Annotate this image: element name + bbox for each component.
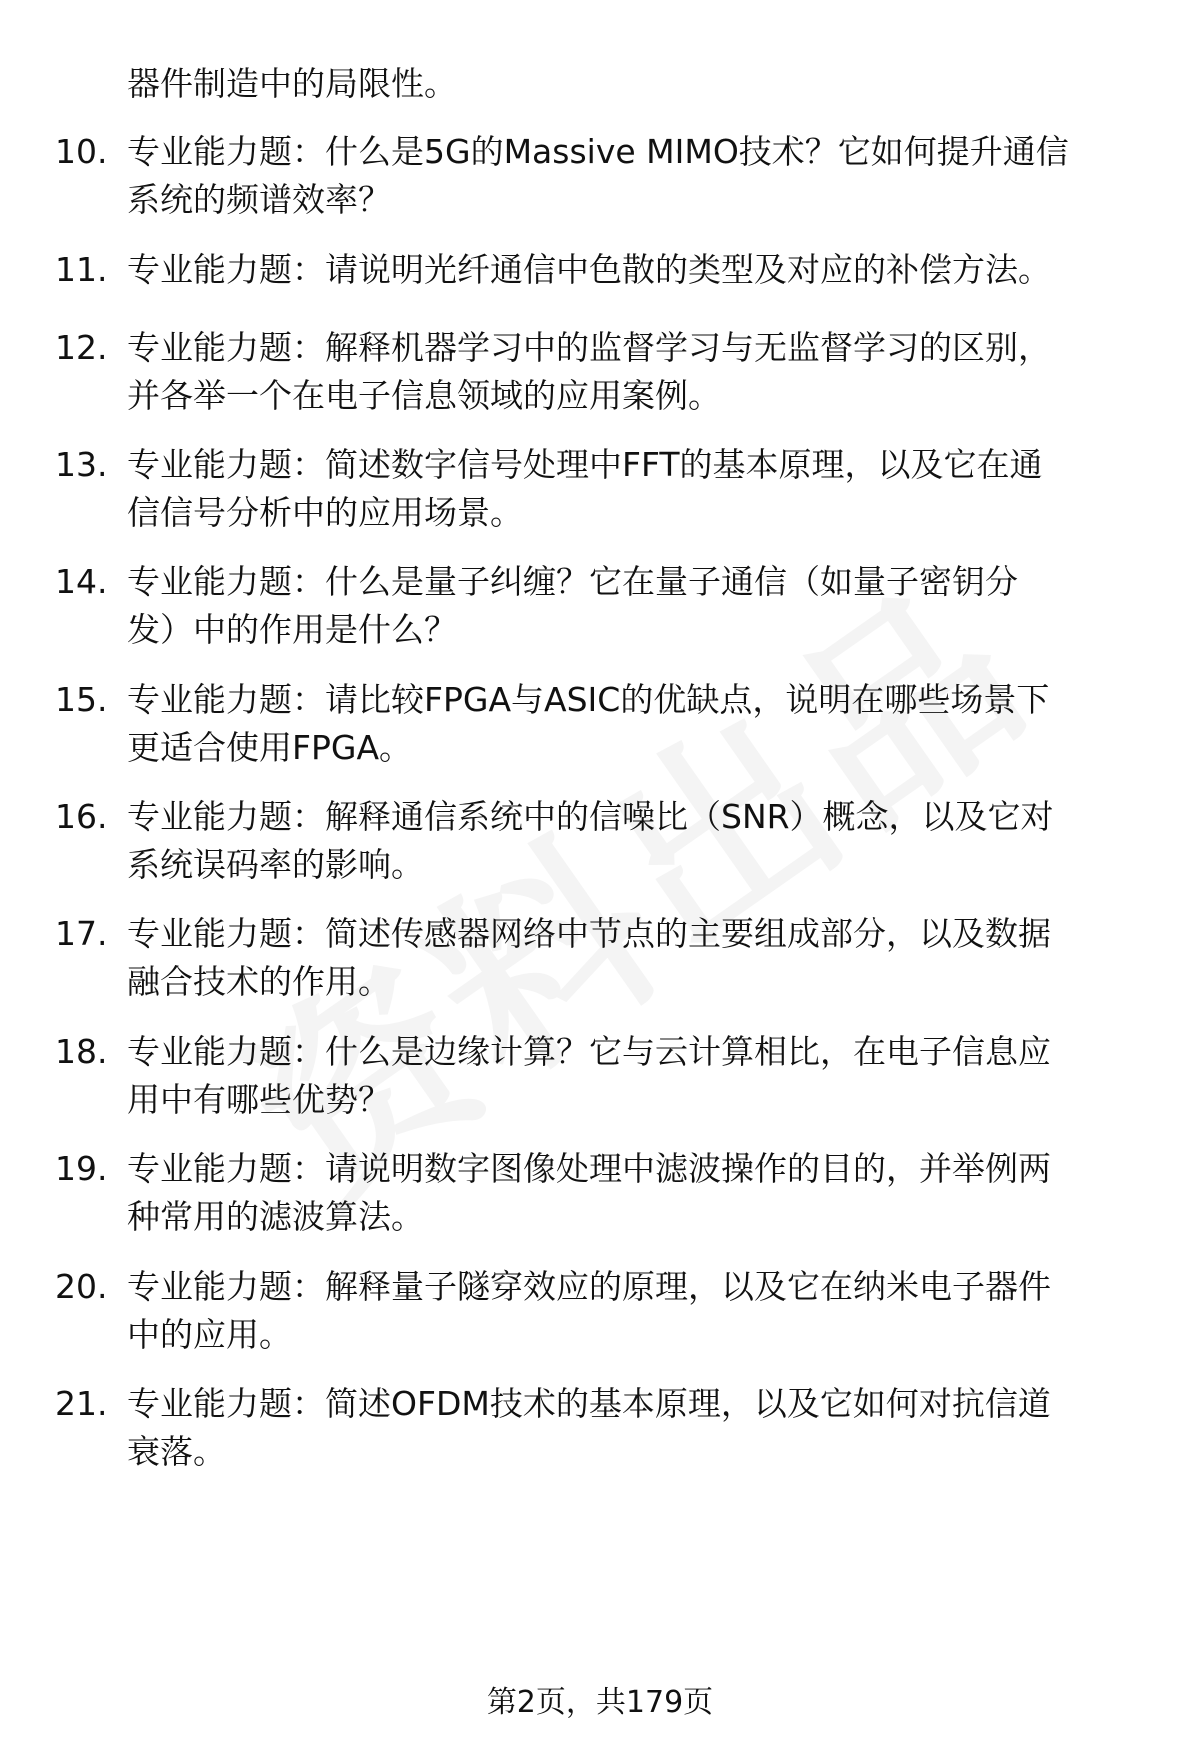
question-text: [127, 1263, 1167, 1359]
question-item: [0, 676, 1200, 786]
question-text: [127, 910, 1167, 1006]
question-line: 中的应用。: [127, 1315, 292, 1354]
question-line: 专业能力题：解释量子隧穿效应的原理，以及它在纳米电子器件: [127, 1267, 1051, 1306]
question-number: 19.: [55, 1149, 108, 1188]
continuation-text: 器件制造中的局限性。: [127, 64, 457, 103]
question-line: 并各举一个在电子信息领域的应用案例。: [127, 376, 721, 415]
question-number: 21.: [55, 1384, 108, 1423]
question-number: 17.: [55, 914, 108, 953]
question-item: [0, 1380, 1200, 1490]
question-text: [127, 441, 1167, 537]
question-item: [0, 910, 1200, 1020]
question-number: 12.: [55, 328, 108, 367]
question-item: [0, 1028, 1200, 1138]
question-item: [0, 324, 1200, 434]
question-line: 系统的频谱效率？: [127, 180, 391, 219]
question-line: 专业能力题：请比较FPGA与ASIC的优缺点，说明在哪些场景下: [127, 680, 1050, 719]
question-text: [127, 128, 1167, 224]
question-line: 专业能力题：请说明光纤通信中色散的类型及对应的补偿方法。: [127, 250, 1051, 289]
question-number: 13.: [55, 445, 108, 484]
question-text: [127, 246, 1167, 294]
question-line: 专业能力题：请说明数字图像处理中滤波操作的目的，并举例两: [127, 1149, 1051, 1188]
question-item: [0, 558, 1200, 668]
question-line: 专业能力题：什么是边缘计算？它与云计算相比，在电子信息应: [127, 1032, 1051, 1071]
question-line: 专业能力题：解释机器学习中的监督学习与无监督学习的区别，: [127, 328, 1051, 367]
page-footer: 第2页，共179页: [486, 1685, 714, 1720]
question-line: 系统误码率的影响。: [127, 845, 424, 884]
question-item: [0, 128, 1200, 238]
question-line: 发）中的作用是什么？: [127, 610, 457, 649]
question-item: [0, 1263, 1200, 1373]
question-line: 专业能力题：什么是量子纠缠？它在量子通信（如量子密钥分: [127, 562, 1018, 601]
question-number: 15.: [55, 680, 108, 719]
question-item: [0, 1145, 1200, 1255]
question-line: 融合技术的作用。: [127, 962, 391, 1001]
question-text: [127, 676, 1167, 772]
question-number: 10.: [55, 132, 108, 171]
question-line: 衰落。: [127, 1432, 226, 1471]
question-line: 专业能力题：简述传感器网络中节点的主要组成部分，以及数据: [127, 914, 1051, 953]
question-number: 18.: [55, 1032, 108, 1071]
question-text: [127, 793, 1167, 889]
question-text: [127, 1380, 1167, 1476]
question-item: [0, 793, 1200, 903]
question-number: 14.: [55, 562, 108, 601]
question-line: 专业能力题：什么是5G的Massive MIMO技术？它如何提升通信: [127, 132, 1069, 171]
question-text: [127, 324, 1167, 420]
question-line: 专业能力题：简述OFDM技术的基本原理，以及它如何对抗信道: [127, 1384, 1051, 1423]
question-text: [127, 558, 1167, 654]
question-line: 种常用的滤波算法。: [127, 1197, 424, 1236]
question-line: 更适合使用FPGA。: [127, 728, 413, 767]
question-number: 16.: [55, 797, 108, 836]
question-number: 11.: [55, 250, 108, 289]
question-line: 专业能力题：简述数字信号处理中FFT的基本原理，以及它在通: [127, 445, 1043, 484]
question-item: [0, 441, 1200, 551]
question-number: 20.: [55, 1267, 108, 1306]
question-line: 用中有哪些优势？: [127, 1080, 391, 1119]
question-line: 专业能力题：解释通信系统中的信噪比（SNR）概念，以及它对: [127, 797, 1054, 836]
question-text: [127, 1028, 1167, 1124]
question-text: [127, 1145, 1167, 1241]
question-line: 信信号分析中的应用场景。: [127, 493, 523, 532]
